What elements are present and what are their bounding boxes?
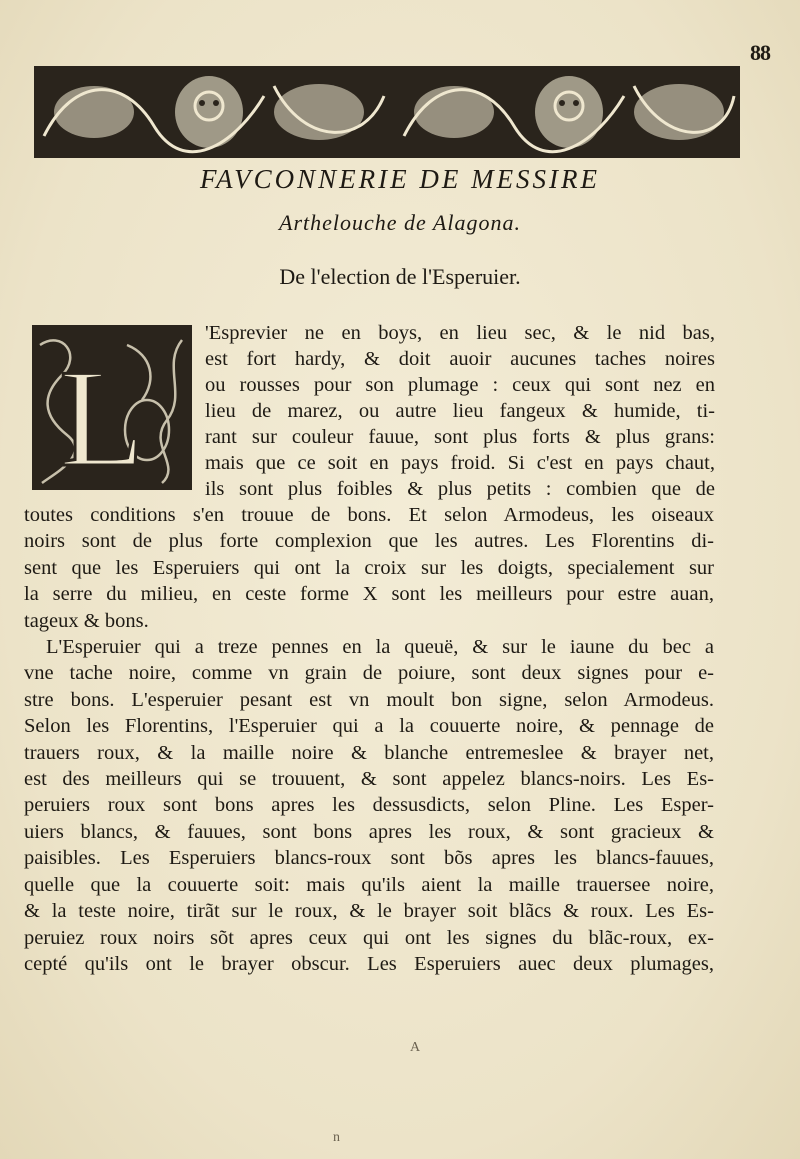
first-paragraph [205, 320, 715, 502]
text-line: lieu de marez, ou autre lieu fangeux & humide, ti- [205, 400, 715, 422]
text-line: ils sont plus foibles & plus petits : combien que de [205, 478, 715, 500]
drop-initial-letter: L [59, 341, 145, 490]
text-line: trauers roux, & la maille noire & blanche entremeslee & brayer net, [24, 741, 714, 764]
chapter-subtitle: Arthelouche de Alagona. [279, 210, 521, 235]
text-line: toutes conditions s'en trouue de bons. Et selon Armodeus, les oiseaux [24, 504, 714, 526]
text-line: paisibles. Les Esperuiers blancs-roux sont bõs apres les blancs-fauues, [24, 847, 714, 870]
page-number: 88 [750, 40, 770, 65]
text-line: L'Esperuier qui a treze pennes en la queuë, & sur le iaune du bec a [46, 636, 714, 659]
text-line: noirs sont de plus forte complexion que les autres. Les Florentins di- [24, 530, 714, 553]
catchmark: n [333, 1130, 340, 1145]
decorated-initial [32, 325, 192, 490]
text-line: tageux & bons. [24, 609, 149, 632]
text-line: la serre du milieu, en ceste forme X sont les meilleurs pour estre auan, [24, 583, 714, 606]
text-line: peruiez roux noirs sõt apres ceux qui ont les signes du blãc-roux, ex- [24, 926, 714, 949]
text-line: Selon les Florentins, l'Esperuier qui a la couuerte noire, & pennage de [24, 715, 714, 738]
text-line: rant sur couleur fauue, sont plus forts & plus grans: [205, 426, 715, 448]
text-line: ou rousses pour son plumage : ceux qui sont nez en [205, 374, 715, 396]
section-heading: De l'election de l'Esperuier. [279, 264, 521, 289]
text-line: & la teste noire, tirãt sur le roux, & le brayer soit blãcs & roux. Les Es- [24, 900, 714, 923]
text-line: cepté qu'ils ont le brayer obscur. Les Esperuiers auec deux plumages, [24, 952, 714, 975]
text-line: peruiers roux sont bons apres les dessusdicts, selon Pline. Les Esper- [24, 794, 714, 817]
body-text [24, 502, 714, 977]
text-line: quelle que la couuerte soit: mais qu'ils aient la maille trauersee noire, [24, 873, 714, 896]
text-line: est fort hardy, & doit auoir aucunes taches noires [205, 348, 715, 370]
text-line: stre bons. L'esperuier pesant est vn moult bon signe, selon Armodeus. [24, 688, 714, 711]
text-line: mais que ce soit en pays froid. Si c'est en pays chaut, [205, 452, 715, 474]
text-line: sent que les Esperuiers qui ont la croix sur les doigts, specialement sur [24, 556, 714, 579]
text-line: 'Esprevier ne en boys, en lieu sec, & le nid bas, [205, 322, 715, 344]
text-line: uiers blancs, & fauues, sont bons apres les roux, & sont gracieux & [24, 820, 714, 843]
chapter-title: FAVCONNERIE DE MESSIRE [199, 164, 601, 194]
signature-mark: A [410, 1040, 421, 1055]
text-line: est des meilleurs qui se trouuent, & sont appelez blancs-noirs. Les Es- [24, 768, 714, 791]
ornamental-headpiece [34, 66, 740, 158]
text-line: vne tache noire, comme vn grain de poiure, sont deux signes pour e- [24, 662, 714, 685]
